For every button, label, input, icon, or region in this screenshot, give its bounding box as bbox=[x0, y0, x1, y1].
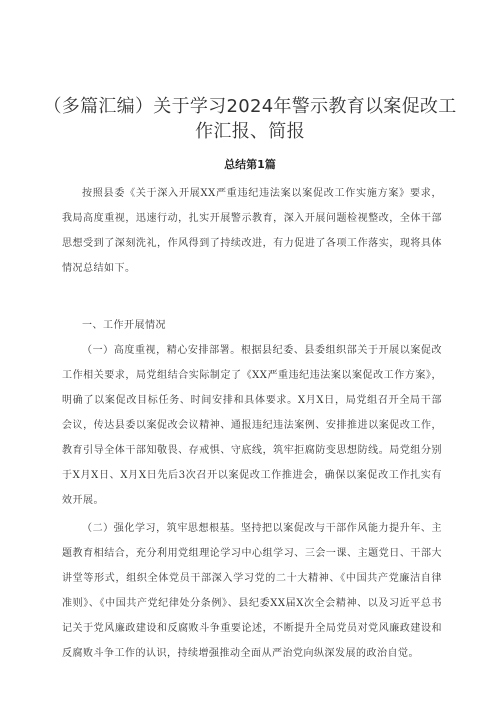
paragraph-study: （二）强化学习，筑牢思想根基。坚持把以案促改与干部作风能力提升年、主题教育相结合，充分利用党组理论学习中心组学习、三会一课、主题党日、干部大讲堂等形式，组织全体党员干部深入学习党的二十大精神、《中国共产党廉洁自律准则》、《中国共产党纪律处分条例》、县纪委XX届X次全会精神、以及习近平总书记关于党风廉政建设和反腐败斗争重要论述，不断提升全局党员对党风廉政建设和反腐败斗争工作的认识，持续增强推动全面从严治党向纵深发展的政治自觉。 bbox=[62, 523, 442, 659]
paragraph-deployment: （一）高度重视，精心安排部署。根据县纪委、县委组织部关于开展以案促改工作相关要求，局党组结合实际制定了《XX严重违纪违法案以案促改工作方案》，明确了以案促改目标任务、时间安排和具体要求。X月X日，局党组召开全局干部会议，传达县委以案促改会议精神、通报违纪违法案例、安排推进以案促改工作，教育引导全体干部知敬畏、存戒惧、守底线，筑牢拒腐防变思想防线。局党组分别于X月X日、X月X日先后3次召开以案促改工作推进会，确保以案促改工作扎实有效开展。 bbox=[62, 345, 442, 506]
document-title: （多篇汇编）关于学习2024年警示教育以案促改工作汇报、简报 bbox=[43, 96, 457, 142]
intro-paragraph: 按照县委《关于深入开展XX严重违纪违法案以案促改工作实施方案》要求，我局高度重视，迅速行动，扎实开展警示教育，深入开展问题检视整改，全体干部思想受到了深刻洗礼，作风得到了持续改进，有力促进了各项工作落实，现将具体情况总结如下。 bbox=[62, 188, 442, 274]
heading-work-status: 一、工作开展情况 bbox=[82, 320, 166, 331]
section-heading: 总结第1篇 bbox=[224, 158, 276, 171]
